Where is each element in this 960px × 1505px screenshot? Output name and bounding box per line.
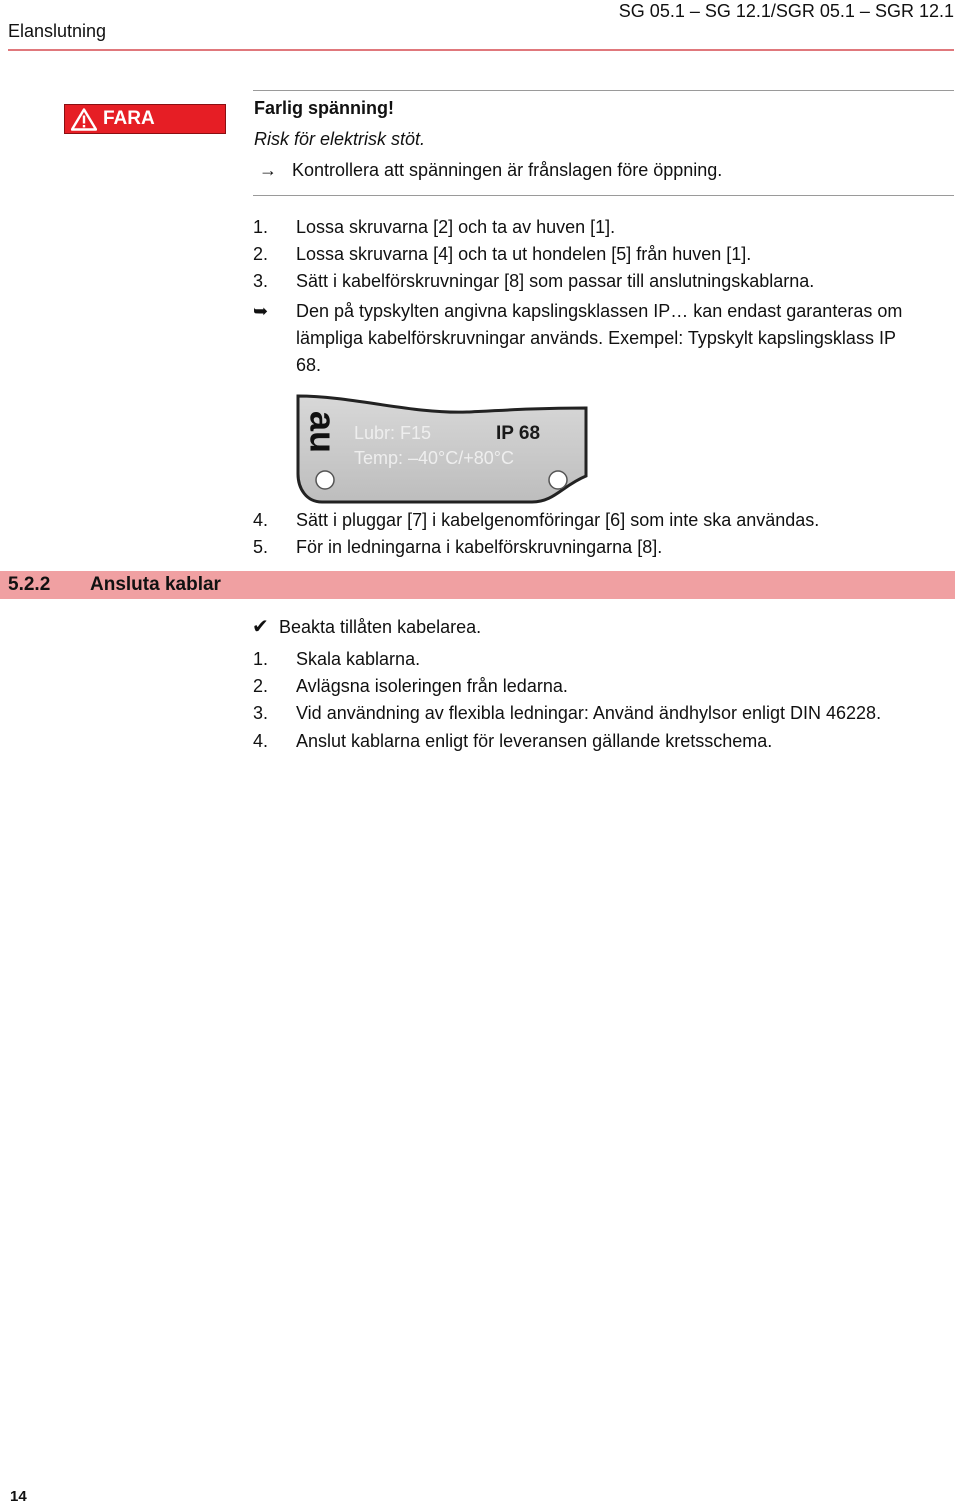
step-text: Vid användning av flexibla ledningar: Använd ändhylsor enligt DIN 46228. — [296, 703, 882, 723]
step-text: Lossa skruvarna [4] och ta ut hondelen [5] från huven [1]. — [296, 244, 752, 264]
step-text: Sätt i kabelförskruvningar [8] som passar till anslutningskablarna. — [296, 271, 815, 291]
step-number: 4. — [253, 731, 269, 751]
step-number: 5. — [253, 537, 269, 557]
warning-action: Kontrollera att spänningen är frånslagen före öppning. — [292, 160, 723, 180]
page-number: 14 — [10, 1488, 27, 1505]
section-title: Ansluta kablar — [90, 574, 221, 595]
header-divider — [8, 49, 954, 51]
warning-top-rule — [253, 90, 954, 91]
step-number: 2. — [253, 244, 269, 264]
step-number: 1. — [253, 649, 269, 669]
step-number: 3. — [253, 271, 269, 291]
nameplate-temperature: Temp: –40°C/+80°C — [354, 448, 514, 468]
result-arrow-icon: ➥ — [253, 301, 269, 321]
step-text: Lossa skruvarna [2] och ta av huven [1]. — [296, 217, 616, 237]
header-model-range: SG 05.1 – SG 12.1/SGR 05.1 – SGR 12.1 — [618, 1, 954, 21]
result-text-line: 68. — [296, 355, 322, 375]
step-number: 4. — [253, 510, 269, 530]
nameplate-lubricant: Lubr: F15 — [354, 423, 432, 443]
nameplate-ip-rating: IP 68 — [496, 423, 541, 444]
step-text: Anslut kablarna enligt för leveransen gällande kretsschema. — [296, 731, 773, 751]
step-text: Sätt i pluggar [7] i kabelgenomföringar [6] som inte ska användas. — [296, 510, 820, 530]
nameplate-illustration — [292, 390, 592, 506]
header-section-title: Elanslutning — [8, 21, 107, 41]
nameplate-logo: au — [302, 410, 344, 454]
warning-title: Farlig spänning! — [254, 98, 395, 118]
result-text-line: lämpliga kabelförskruvningar används. Exempel: Typskylt kapslingsklass IP — [296, 328, 896, 348]
step-number: 3. — [253, 703, 269, 723]
warning-triangle-icon — [71, 108, 97, 131]
mounting-hole-left — [316, 471, 334, 489]
warning-subtitle: Risk för elektrisk stöt. — [254, 129, 426, 149]
step-text: Avlägsna isoleringen från ledarna. — [296, 676, 568, 696]
step-number: 1. — [253, 217, 269, 237]
danger-badge-label: FARA — [103, 108, 155, 129]
step-text: För in ledningarna i kabelförskruvningarna [8]. — [296, 537, 663, 557]
result-text-line: Den på typskylten angivna kapslingsklassen IP… kan endast garanteras om — [296, 301, 903, 321]
arrow-icon: → — [259, 160, 277, 180]
section-number: 5.2.2 — [8, 574, 51, 595]
step-text: Skala kablarna. — [296, 649, 421, 669]
prerequisite-text: Beakta tillåten kabelarea. — [279, 617, 482, 637]
checkmark-icon: ✔ — [252, 616, 269, 638]
mounting-hole-right — [549, 471, 567, 489]
step-number: 2. — [253, 676, 269, 696]
danger-badge — [64, 104, 226, 134]
warning-bottom-rule — [253, 195, 954, 196]
